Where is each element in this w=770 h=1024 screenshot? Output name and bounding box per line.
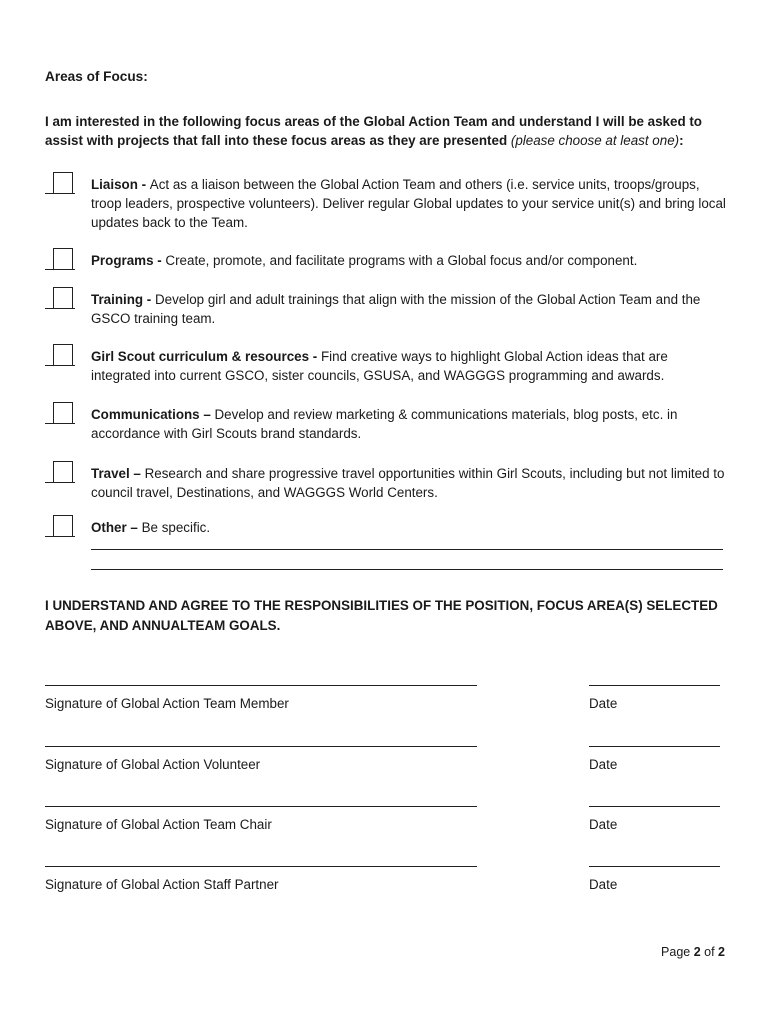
checkbox-underline [45, 269, 75, 270]
focus-item-title: Training - [91, 292, 155, 307]
focus-item-text [91, 290, 726, 328]
date-line[interactable] [589, 866, 720, 867]
date-label: Date [589, 696, 618, 711]
signature-row-volunteer [45, 746, 725, 786]
signature-label: Signature of Global Action Volunteer [45, 757, 261, 772]
focus-item-title: Other – [91, 520, 142, 535]
date-label: Date [589, 757, 618, 772]
date-label: Date [589, 877, 618, 892]
other-checkbox[interactable] [53, 515, 73, 537]
page-of: of [700, 945, 719, 959]
checkbox-underline [45, 423, 75, 424]
checkbox-underline [45, 193, 75, 194]
other-specify-line-1[interactable] [91, 549, 723, 550]
other-specify-line-2[interactable] [91, 569, 723, 570]
signature-label: Signature of Global Action Staff Partner [45, 877, 279, 892]
date-label: Date [589, 817, 618, 832]
communications-checkbox[interactable] [53, 402, 73, 424]
agreement-statement: I UNDERSTAND AND AGREE TO THE RESPONSIBILITIES OF THE POSITION, FOCUS AREA(S) SELECTED ABOVE, AND ANNUALTEAM GOALS. [45, 598, 718, 633]
signature-line[interactable] [45, 866, 477, 867]
signature-line[interactable] [45, 685, 477, 686]
programs-checkbox[interactable] [53, 248, 73, 270]
focus-item-title: Liaison - [91, 177, 150, 192]
focus-item-description: Research and share progressive travel opportunities within Girl Scouts, including but not limited to council travel, Destinations, and WAGGGS World Centers. [91, 466, 725, 500]
signature-line[interactable] [45, 746, 477, 747]
date-line[interactable] [589, 806, 720, 807]
checkbox-underline [45, 536, 75, 537]
focus-item-description: Develop and review marketing & communications materials, blog posts, etc. in accordance with Girl Scouts brand standards. [91, 407, 678, 441]
focus-item-text [91, 518, 726, 537]
curriculum-checkbox[interactable] [53, 344, 73, 366]
page-prefix: Page [661, 945, 694, 959]
liaison-checkbox[interactable] [53, 172, 73, 194]
signature-row-member [45, 685, 725, 725]
checkbox-underline [45, 365, 75, 366]
focus-item-text [91, 175, 726, 232]
travel-checkbox[interactable] [53, 461, 73, 483]
focus-item-title: Travel – [91, 466, 145, 481]
page-total: 2 [718, 945, 725, 959]
signature-row-chair [45, 806, 725, 846]
focus-item-title: Programs - [91, 253, 166, 268]
intro-text: I am interested in the following focus areas of the Global Action Team and understand I will be asked to assist with projects that fall into these focus areas as they are presented [45, 114, 702, 148]
focus-item-text [91, 405, 726, 443]
focus-item-description: Create, promote, and facilitate programs with a Global focus and/or component. [165, 253, 638, 268]
signature-row-staff-partner [45, 866, 725, 906]
focus-item-description: Be specific. [141, 520, 211, 535]
page-number [661, 945, 725, 959]
focus-item-text [91, 347, 726, 385]
signature-line[interactable] [45, 806, 477, 807]
focus-item-title: Girl Scout curriculum & resources - [91, 349, 321, 364]
focus-item-description: Develop girl and adult trainings that align with the mission of the Global Action Team and the GSCO training team. [91, 292, 701, 326]
checkbox-underline [45, 308, 75, 309]
intro-colon: : [679, 133, 684, 148]
training-checkbox[interactable] [53, 287, 73, 309]
focus-item-description: Find creative ways to highlight Global Action ideas that are integrated into current GSCO, sister councils, GSUSA, and WAGGGS programming and awards. [91, 349, 668, 383]
date-line[interactable] [589, 746, 720, 747]
focus-item-title: Communications – [91, 407, 215, 422]
page-current: 2 [693, 945, 701, 959]
date-line[interactable] [589, 685, 720, 686]
intro-paren: (please choose at least one) [510, 133, 680, 148]
focus-item-text [91, 251, 726, 270]
signature-label: Signature of Global Action Team Member [45, 696, 289, 711]
intro-paragraph [45, 112, 735, 150]
section-title: Areas of Focus: [45, 69, 148, 84]
focus-item-text [91, 464, 726, 502]
checkbox-underline [45, 482, 75, 483]
focus-item-description: Act as a liaison between the Global Action Team and others (i.e. service units, troops/groups, troop leaders, prospective volunteers). Deliver regular Global updates to your service unit(s) and bring local updates back to the Team. [91, 177, 726, 230]
signature-label: Signature of Global Action Team Chair [45, 817, 272, 832]
